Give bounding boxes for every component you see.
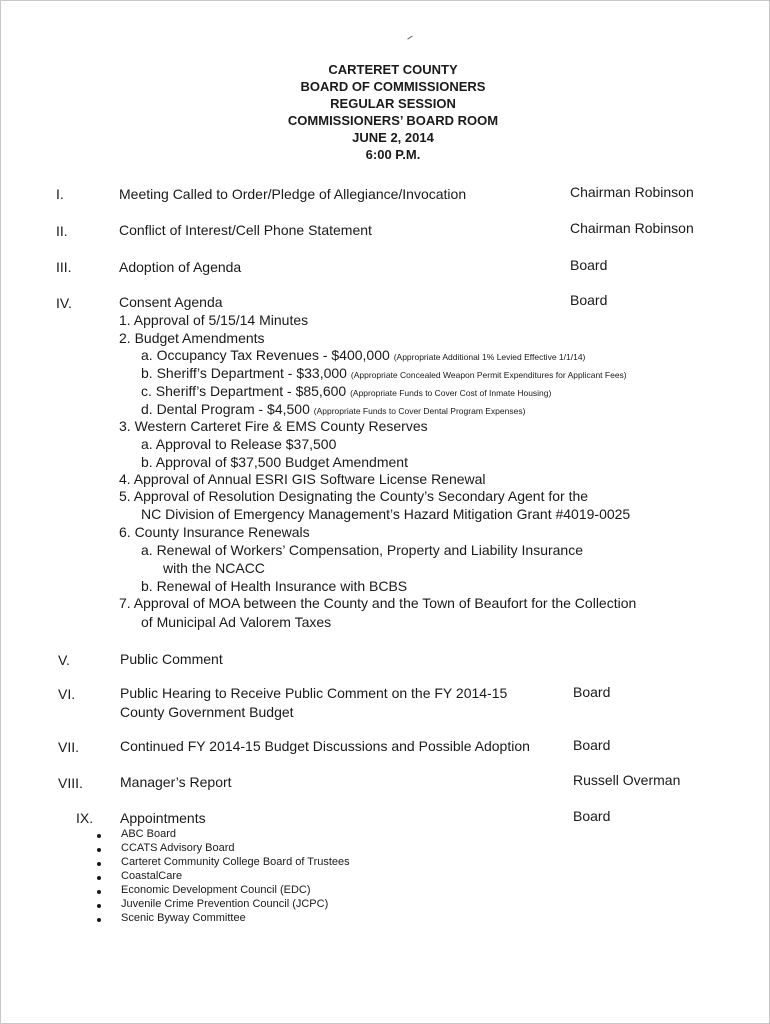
meeting-date: JUNE 2, 2014 xyxy=(352,130,434,145)
consent-subitem: b. Approval of $37,500 Budget Amendment xyxy=(141,454,408,470)
consent-item: 2. Budget Amendments xyxy=(119,330,265,346)
appointment-item: CoastalCare xyxy=(121,870,183,882)
budget-amendment: c. Sheriff’s Department - $85,600 (Appropriate Funds to Cover Cost of Inmate Housing) xyxy=(141,383,552,399)
item-number: V. xyxy=(58,652,70,668)
item-title: Manager’s Report xyxy=(120,774,232,790)
item-title: Conflict of Interest/Cell Phone Statement xyxy=(119,222,372,238)
consent-item: 5. Approval of Resolution Designating the County’s Secondary Agent for the xyxy=(119,488,589,504)
appointment-item: Carteret Community College Board of Trustees xyxy=(121,856,350,868)
item-number: VIII. xyxy=(58,775,83,791)
consent-subitem: a. Approval to Release $37,500 xyxy=(141,436,337,452)
item-number: IX. xyxy=(76,810,94,826)
item-responsible: Board xyxy=(570,292,608,308)
consent-item: 4. Approval of Annual ESRI GIS Software License Renewal xyxy=(119,471,486,487)
consent-item: 7. Approval of MOA between the County and the Town of Beaufort for the Collection xyxy=(119,595,637,611)
item-responsible: Chairman Robinson xyxy=(570,184,694,200)
item-responsible: Board xyxy=(573,684,611,700)
item-title: Appointments xyxy=(120,810,206,826)
bullet-icon xyxy=(97,862,101,866)
consent-item-continued: NC Division of Emergency Management’s Hazard Mitigation Grant #4019-0025 xyxy=(141,506,631,522)
consent-item: 1. Approval of 5/15/14 Minutes xyxy=(119,312,309,328)
item-title-continued: County Government Budget xyxy=(120,704,294,720)
budget-amendment: b. Sheriff’s Department - $33,000 (Appropriate Concealed Weapon Permit Expenditures for Applicant Fees) xyxy=(141,365,627,381)
appointment-item: CCATS Advisory Board xyxy=(121,842,235,854)
consent-item-continued: of Municipal Ad Valorem Taxes xyxy=(141,614,332,630)
bullet-icon xyxy=(97,834,101,838)
amendment-note: (Appropriate Concealed Weapon Permit Expenditures for Applicant Fees) xyxy=(350,370,627,380)
item-number: VII. xyxy=(58,739,80,755)
amendment-note: (Appropriate Funds to Cover Dental Program Expenses) xyxy=(313,406,526,416)
bullet-icon xyxy=(97,904,101,908)
bullet-icon xyxy=(97,876,101,880)
item-responsible: Board xyxy=(570,257,608,273)
consent-subitem: a. Renewal of Workers’ Compensation, Property and Liability Insurance xyxy=(141,542,583,558)
budget-amendment: a. Occupancy Tax Revenues - $400,000 (Appropriate Additional 1% Levied Effective 1/1/14) xyxy=(141,347,586,363)
bullet-icon xyxy=(97,918,101,922)
item-title: Consent Agenda xyxy=(119,294,223,310)
item-number: III. xyxy=(56,259,72,275)
agenda-header xyxy=(1,61,770,163)
appointment-item: ABC Board xyxy=(121,828,177,840)
item-responsible: Russell Overman xyxy=(573,772,681,788)
appointment-item: Juvenile Crime Prevention Council (JCPC) xyxy=(121,898,329,910)
board-name: BOARD OF COMMISSIONERS xyxy=(300,79,486,94)
item-number: I. xyxy=(56,186,64,202)
item-title: Meeting Called to Order/Pledge of Allegiance/Invocation xyxy=(119,186,467,202)
item-responsible: Board xyxy=(573,808,611,824)
county-name: CARTERET COUNTY xyxy=(328,62,458,77)
item-number: VI. xyxy=(58,686,76,702)
item-title: Continued FY 2014-15 Budget Discussions and Possible Adoption xyxy=(120,738,530,754)
consent-item: 6. County Insurance Renewals xyxy=(119,524,310,540)
consent-item: 3. Western Carteret Fire & EMS County Reserves xyxy=(119,418,428,434)
consent-subitem-continued: with the NCACC xyxy=(163,560,265,576)
meeting-time: 6:00 P.M. xyxy=(365,147,421,162)
budget-amendment: d. Dental Program - $4,500 (Appropriate Funds to Cover Dental Program Expenses) xyxy=(141,401,526,417)
bullet-icon xyxy=(97,890,101,894)
amendment-note: (Appropriate Additional 1% Levied Effective 1/1/14) xyxy=(393,352,586,362)
item-responsible: Board xyxy=(573,737,611,753)
item-title: Adoption of Agenda xyxy=(119,259,242,275)
bullet-icon xyxy=(97,848,101,852)
item-number: II. xyxy=(56,223,68,239)
item-responsible: Chairman Robinson xyxy=(570,220,694,236)
meeting-room: COMMISSIONERS’ BOARD ROOM xyxy=(287,113,499,128)
appointment-item: Scenic Byway Committee xyxy=(121,912,246,924)
consent-subitem: b. Renewal of Health Insurance with BCBS xyxy=(141,578,408,594)
pen-mark xyxy=(407,35,412,39)
item-title: Public Hearing to Receive Public Comment on the FY 2014-15 xyxy=(120,685,508,701)
appointment-item: Economic Development Council (EDC) xyxy=(121,884,311,896)
item-number: IV. xyxy=(56,295,72,311)
amendment-note: (Appropriate Funds to Cover Cost of Inmate Housing) xyxy=(350,388,552,398)
session-type: REGULAR SESSION xyxy=(330,96,456,111)
item-title: Public Comment xyxy=(120,651,223,667)
